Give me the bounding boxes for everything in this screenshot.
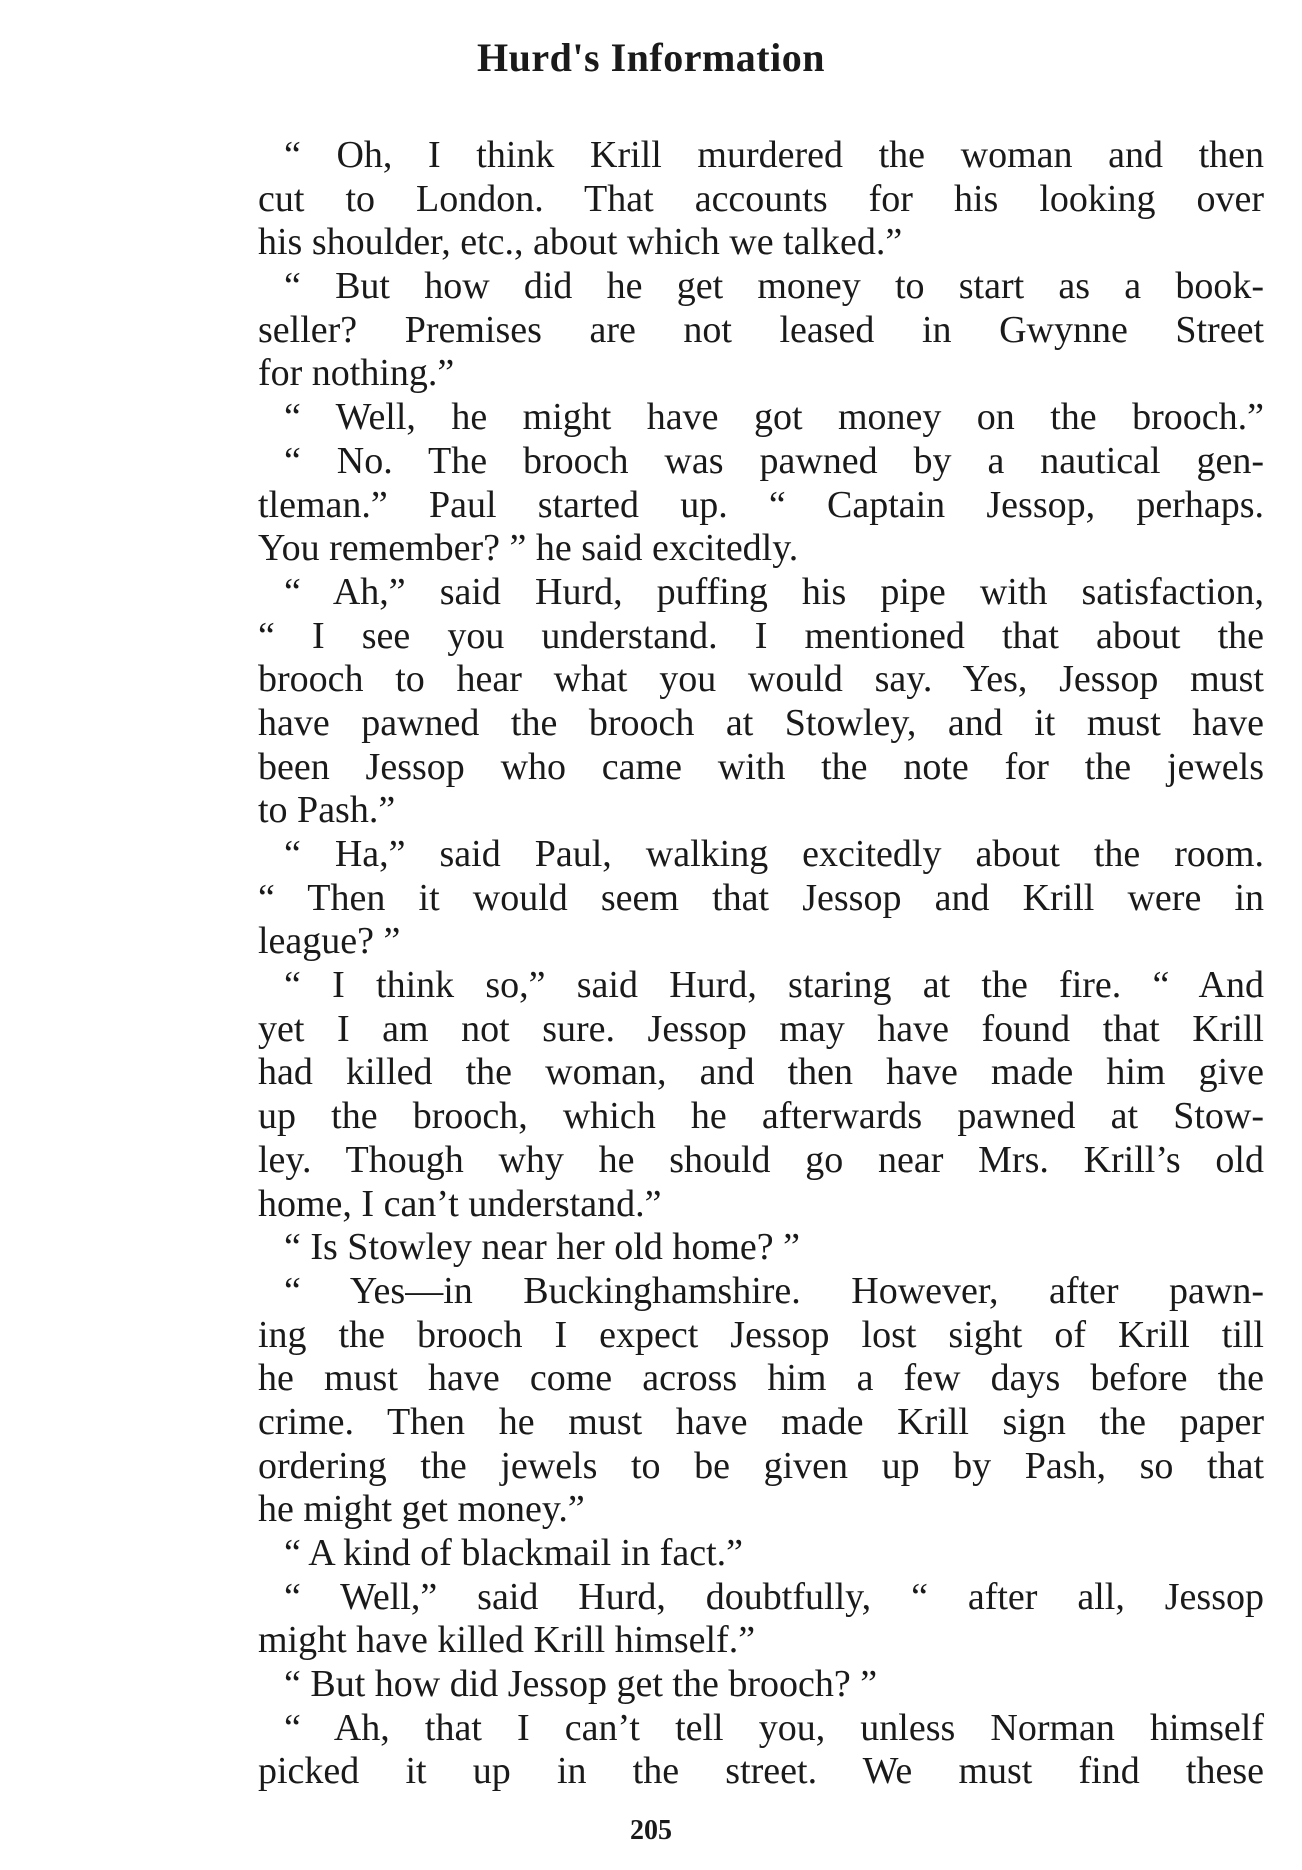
text-line: his shoulder, etc., about which we talked.” xyxy=(258,221,903,264)
text-line: been Jessop who came with the note for the jewels xyxy=(258,745,1264,788)
text-line: “ Yes—in Buckinghamshire. However, after pawn- xyxy=(284,1269,1264,1312)
text-line: “ I see you understand. I mentioned that about the xyxy=(258,614,1264,657)
text-line: “ Ah, that I can’t tell you, unless Norman himself xyxy=(284,1706,1264,1749)
text-line: “ A kind of blackmail in fact.” xyxy=(284,1532,744,1574)
text-line: “ Oh, I think Krill murdered the woman and then xyxy=(284,134,1264,176)
text-line: league? ” xyxy=(258,920,401,963)
text-line: he might get money.” xyxy=(258,1488,585,1531)
text-line: “ I think so,” said Hurd, staring at the fire. “ And xyxy=(284,964,1264,1007)
text-line: to Pash.” xyxy=(258,789,396,832)
text-line: You remember? ” he said excitedly. xyxy=(258,527,799,570)
text-line: ordering the jewels to be given up by Pash, so that xyxy=(258,1444,1264,1487)
text-line: seller? Premises are not leased in Gwynne Street xyxy=(258,308,1264,351)
text-line: have pawned the brooch at Stowley, and it must have xyxy=(258,701,1264,744)
page-number: 205 xyxy=(630,1815,672,1846)
text-line: up the brooch, which he afterwards pawned at Stow- xyxy=(258,1095,1264,1138)
text-line: had killed the woman, and then have made him give xyxy=(258,1051,1264,1094)
text-line: “ Ah,” said Hurd, puffing his pipe with satisfaction, xyxy=(284,570,1264,613)
text-line: he must have come across him a few days before the xyxy=(258,1357,1264,1400)
running-head: Hurd's Information xyxy=(477,35,825,80)
text-line: cut to London. That accounts for his looking over xyxy=(258,177,1264,220)
text-line: tleman.” Paul started up. “ Captain Jessop, perhaps. xyxy=(258,483,1264,526)
text-line: ing the brooch I expect Jessop lost sight of Krill till xyxy=(258,1313,1264,1356)
text-line: home, I can’t understand.” xyxy=(258,1182,662,1225)
text-line: “ Ha,” said Paul, walking excitedly about the room. xyxy=(284,833,1264,875)
text-line: “ No. The brooch was pawned by a nautical gen- xyxy=(284,439,1264,482)
text-line: crime. Then he must have made Krill sign the paper xyxy=(258,1400,1264,1443)
text-line: “ But how did he get money to start as a book- xyxy=(284,265,1264,308)
text-line: “ Well, he might have got money on the brooch.” xyxy=(284,396,1264,439)
text-line: “ Then it would seem that Jessop and Krill were in xyxy=(258,876,1264,919)
text-line: might have killed Krill himself.” xyxy=(258,1619,756,1662)
text-line: picked it up in the street. We must find these xyxy=(258,1750,1264,1793)
text-line: “ Is Stowley near her old home? ” xyxy=(284,1226,800,1269)
text-line: yet I am not sure. Jessop may have found that Krill xyxy=(258,1007,1264,1050)
text-line: ley. Though why he should go near Mrs. Krill’s old xyxy=(258,1138,1264,1181)
text-line: “ Well,” said Hurd, doubtfully, “ after all, Jessop xyxy=(284,1575,1264,1618)
body-text xyxy=(258,134,1264,1794)
text-line: “ But how did Jessop get the brooch? ” xyxy=(284,1663,878,1706)
text-line: brooch to hear what you would say. Yes, Jessop must xyxy=(258,658,1264,701)
text-line: for nothing.” xyxy=(258,352,455,395)
